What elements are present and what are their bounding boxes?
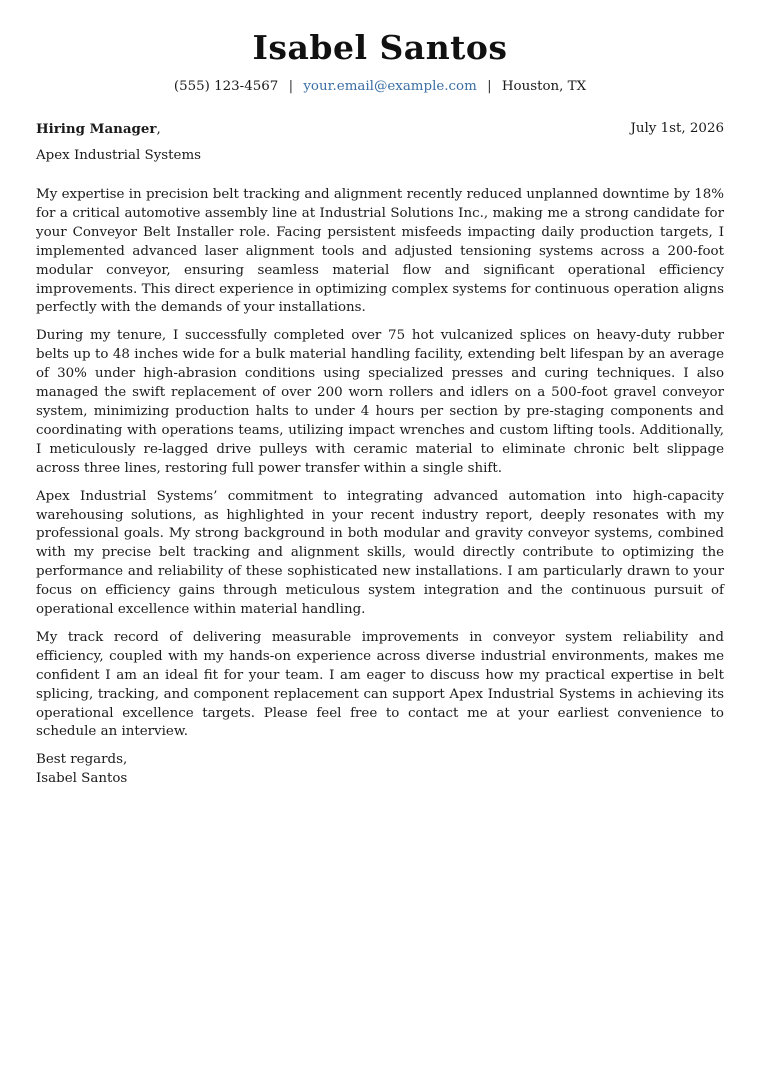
body-paragraph: During my tenure, I successfully completed over 75 hot vulcanized splices on heavy-duty rubber belts up to 48 inches wide for a bulk material handling facility, extending belt lifespan by an average of 30% under high-abrasion conditions using specialized presses and curing techniques. I also managed the swift replacement of over 200 worn rollers and idlers on a 500-foot gravel conveyor system, minimizing production halts to under 4 hours per section by pre-staging components and coordinating with operations teams, utilizing impact wrenches and custom lifting tools. Additionally, I meticulously re-lagged drive pulleys with ceramic material to eliminate chronic belt slippage across three lines, restoring full power transfer within a single shift. — [36, 328, 724, 476]
contact-separator: | — [487, 79, 492, 94]
phone-number: (555) 123-4567 — [173, 79, 279, 94]
closing-block — [36, 751, 724, 788]
cover-letter-page — [36, 0, 724, 788]
company-name: Apex Industrial Systems — [36, 148, 202, 163]
letter-body — [36, 186, 724, 742]
contact-line — [36, 78, 724, 96]
recipient-name: Hiring Manager — [36, 121, 157, 137]
body-paragraph: My expertise in precision belt tracking and alignment recently reduced unplanned downtime by 18% for a critical automotive assembly line at Industrial Solutions Inc., making me a strong candidate for your Conveyor Belt Installer role. Facing persistent misfeeds impacting daily production targets, I implemented advanced laser alignment tools and adjusted tensioning systems across a 200-foot modular conveyor, ensuring seamless material flow and significant operational efficiency improvements. This direct experience in optimizing complex systems for continuous operation aligns perfectly with the demands of your installations. — [36, 187, 724, 316]
email-link[interactable]: your.email@example.com — [303, 79, 477, 94]
closing-phrase: Best regards, — [36, 752, 128, 768]
signature-name: Isabel Santos — [36, 770, 128, 786]
location: Houston, TX — [501, 79, 587, 94]
recipient-date-row — [36, 120, 724, 139]
letter-date: July 1st, 2026 — [630, 121, 724, 136]
applicant-name: Isabel Santos — [252, 28, 508, 67]
contact-separator: | — [288, 79, 294, 94]
body-paragraph: Apex Industrial Systems’ commitment to integrating advanced automation into high-capacity warehousing solutions, as highlighted in your recent industry report, deeply resonates with my professional goals. My strong background in both modular and gravity conveyor systems, combined with my precise belt tracking and alignment skills, would directly contribute to optimizing the performance and reliability of these sophisticated new installations. I am particularly drawn to your focus on efficiency gains through meticulous system integration and the continuous pursuit of operational excellence within material handling. — [36, 488, 724, 618]
recipient-line — [36, 120, 161, 139]
recipient-suffix: , — [156, 122, 161, 137]
body-paragraph: My track record of delivering measurable improvements in conveyor system reliability and efficiency, coupled with my hands-on experience across diverse industrial environments, makes me confident I am an ideal fit for your team. I am eager to discuss how my practical expertise in belt splicing, tracking, and component replacement can support Apex Industrial Systems in achieving its operational excellence targets. Please feel free to contact me at your earliest convenience to schedule an interview. — [36, 629, 724, 740]
